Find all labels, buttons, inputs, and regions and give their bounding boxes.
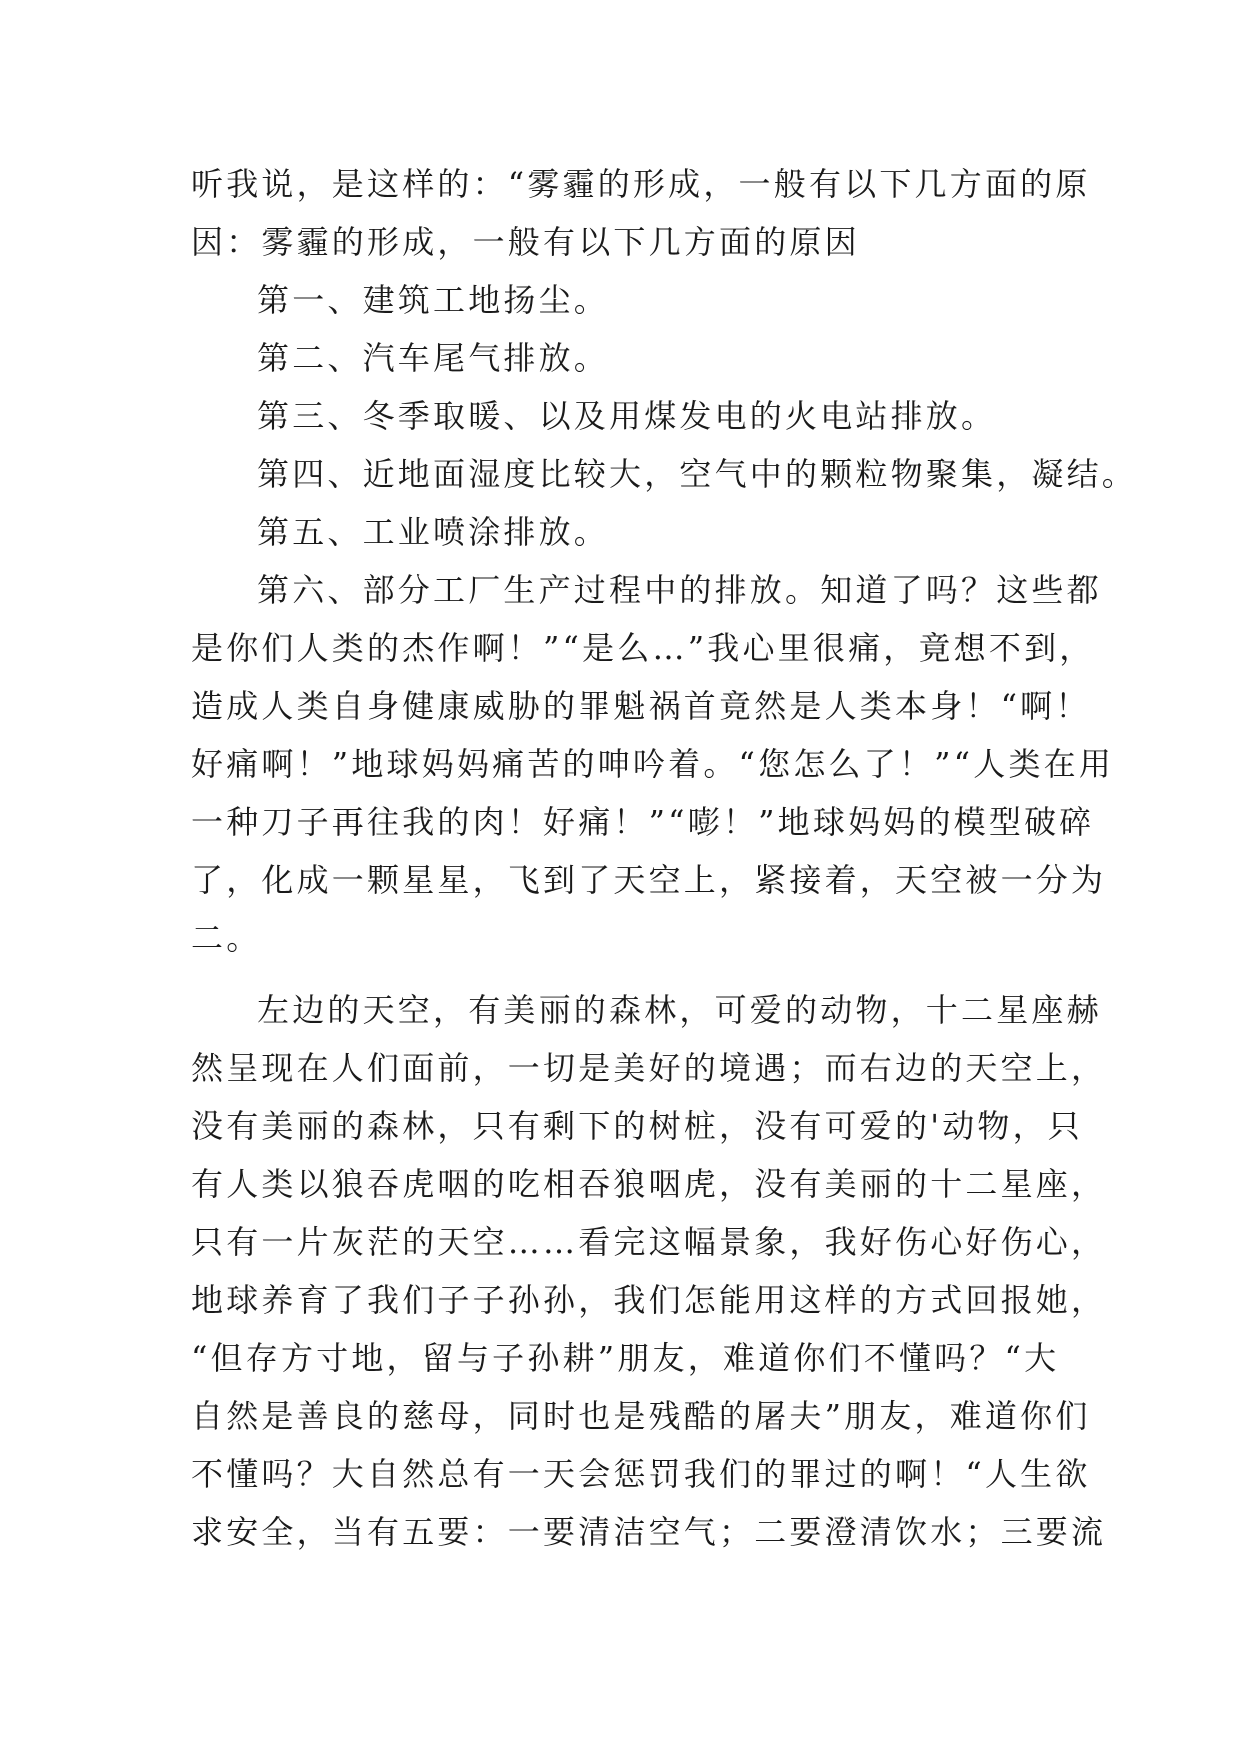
text-line: 造成人类自身健康威胁的罪魁祸首竟然是人类本身！“啊！ [191, 687, 1091, 725]
text-line: 不懂吗？大自然总有一天会惩罚我们的罪过的啊！“人生欲 [191, 1455, 1091, 1493]
text-line: 自然是善良的慈母，同时也是残酷的屠夫”朋友，难道你们 [191, 1397, 1091, 1435]
text-line: “但存方寸地，留与子孙耕”朋友，难道你们不懂吗？“大 [191, 1339, 1060, 1377]
text-line: 没有美丽的森林，只有剩下的树桩，没有可爱的'动物，只 [191, 1107, 1083, 1145]
text-line: 第六、部分工厂生产过程中的排放。知道了吗？这些都 [257, 571, 1102, 609]
text-line: 第二、汽车尾气排放。 [257, 339, 610, 377]
text-line: 地球养育了我们子子孙孙，我们怎能用这样的方式回报她， [191, 1281, 1107, 1319]
text-line: 然呈现在人们面前，一切是美好的境遇；而右边的天空上， [191, 1049, 1107, 1087]
text-line: 第三、冬季取暖、以及用煤发电的火电站排放。 [257, 397, 997, 435]
text-line: 只有一片灰茫的天空……看完这幅景象，我好伤心好伤心， [191, 1223, 1107, 1261]
text-line: 第一、建筑工地扬尘。 [257, 281, 610, 319]
text-line: 第五、工业喷涂排放。 [257, 513, 610, 551]
text-line: 了，化成一颗星星，飞到了天空上，紧接着，天空被一分为 [191, 861, 1107, 899]
document-body [191, 155, 1138, 1561]
text-line: 因：雾霾的形成，一般有以下几方面的原因 [191, 223, 860, 261]
text-line: 一种刀子再往我的肉！好痛！”“嘭！”地球妈妈的模型破碎 [191, 803, 1095, 841]
text-line: 左边的天空，有美丽的森林，可爱的动物，十二星座赫 [257, 991, 1102, 1029]
text-line: 二。 [191, 919, 262, 957]
text-line: 听我说，是这样的：“雾霾的形成，一般有以下几方面的原 [191, 165, 1091, 203]
text-line: 第四、近地面湿度比较大，空气中的颗粒物聚集，凝结。 [257, 455, 1138, 493]
paragraph-gap [191, 967, 1071, 981]
text-line: 有人类以狼吞虎咽的吃相吞狼咽虎，没有美丽的十二星座， [191, 1165, 1107, 1203]
text-line: 好痛啊！”地球妈妈痛苦的呻吟着。“您怎么了！”“人类在用 [191, 745, 1115, 783]
text-line: 是你们人类的杰作啊！”“是么…”我心里很痛，竟想不到， [191, 629, 1095, 667]
text-line: 求安全，当有五要：一要清洁空气；二要澄清饮水；三要流 [191, 1513, 1107, 1551]
